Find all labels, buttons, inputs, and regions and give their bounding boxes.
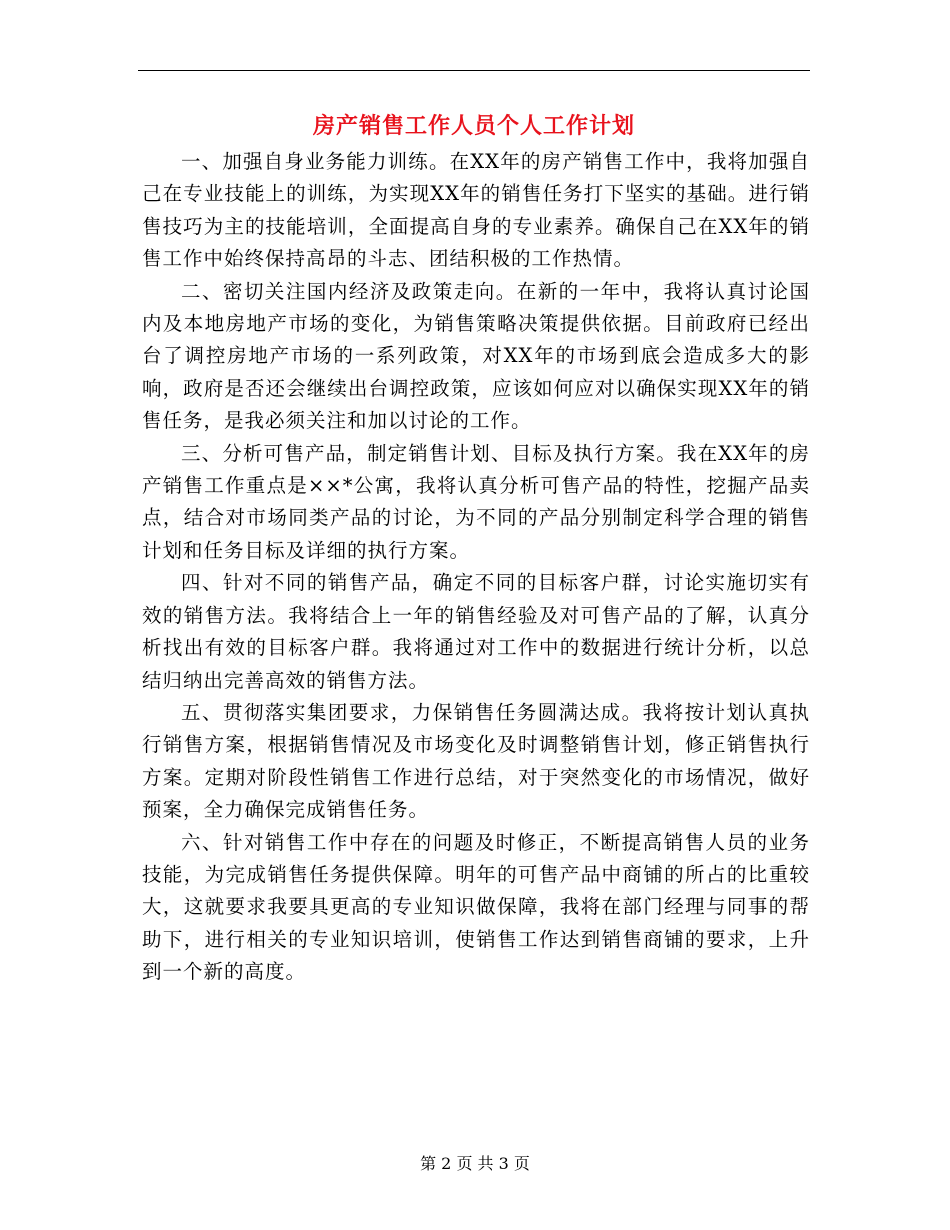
- paragraph-2: 二、密切关注国内经济及政策走向。在新的一年中，我将认真讨论国内及本地房地产市场的变化，为销售策略决策提供依据。目前政府已经出台了调控房地产市场的一系列政策，对XX年的市场到底会造成多大的影响，政府是否还会继续出台调控政策，应该如何应对以确保实现XX年的销售任务，是我必须关注和加以讨论的工作。: [142, 279, 810, 433]
- paragraph-4: 四、针对不同的销售产品，确定不同的目标客户群，讨论实施切实有效的销售方法。我将结合上一年的销售经验及对可售产品的了解，认真分析找出有效的目标客户群。我将通过对工作中的数据进行统计分析，以总结归纳出完善高效的销售方法。: [142, 571, 810, 692]
- header-rule: [138, 70, 810, 71]
- paragraph-5: 五、贯彻落实集团要求，力保销售任务圆满达成。我将按计划认真执行销售方案，根据销售情况及市场变化及时调整销售计划，修正销售执行方案。定期对阶段性销售工作进行总结，对于突然变化的市场情况，做好预案，全力确保完成销售任务。: [142, 700, 810, 822]
- document-body: [142, 146, 810, 989]
- paragraph-6: 六、针对销售工作中存在的问题及时修正，不断提高销售人员的业务技能，为完成销售任务提供保障。明年的可售产品中商铺的所占的比重较大，这就要求我要具更高的专业知识做保障，我将在部门经理与同事的帮助下，进行相关的专业知识培训，使销售工作达到销售商铺的要求，上升到一个新的高度。: [142, 830, 810, 984]
- page-number-footer: 第 2 页 共 3 页: [420, 1154, 530, 1173]
- paragraph-1: 一、加强自身业务能力训练。在XX年的房产销售工作中，我将加强自己在专业技能上的训练，为实现XX年的销售任务打下坚实的基础。进行销售技巧为主的技能培训，全面提高自身的专业素养。确保自己在XX年的销售工作中始终保持高昂的斗志、团结积极的工作热情。: [142, 150, 810, 271]
- document-title: 房产销售工作人员个人工作计划: [312, 113, 635, 139]
- paragraph-3: 三、分析可售产品，制定销售计划、目标及执行方案。我在XX年的房产销售工作重点是××*公寓，我将认真分析可售产品的特性，挖掘产品卖点，结合对市场同类产品的讨论，为不同的产品分别制定科学合理的销售计划和任务目标及详细的执行方案。: [142, 441, 810, 562]
